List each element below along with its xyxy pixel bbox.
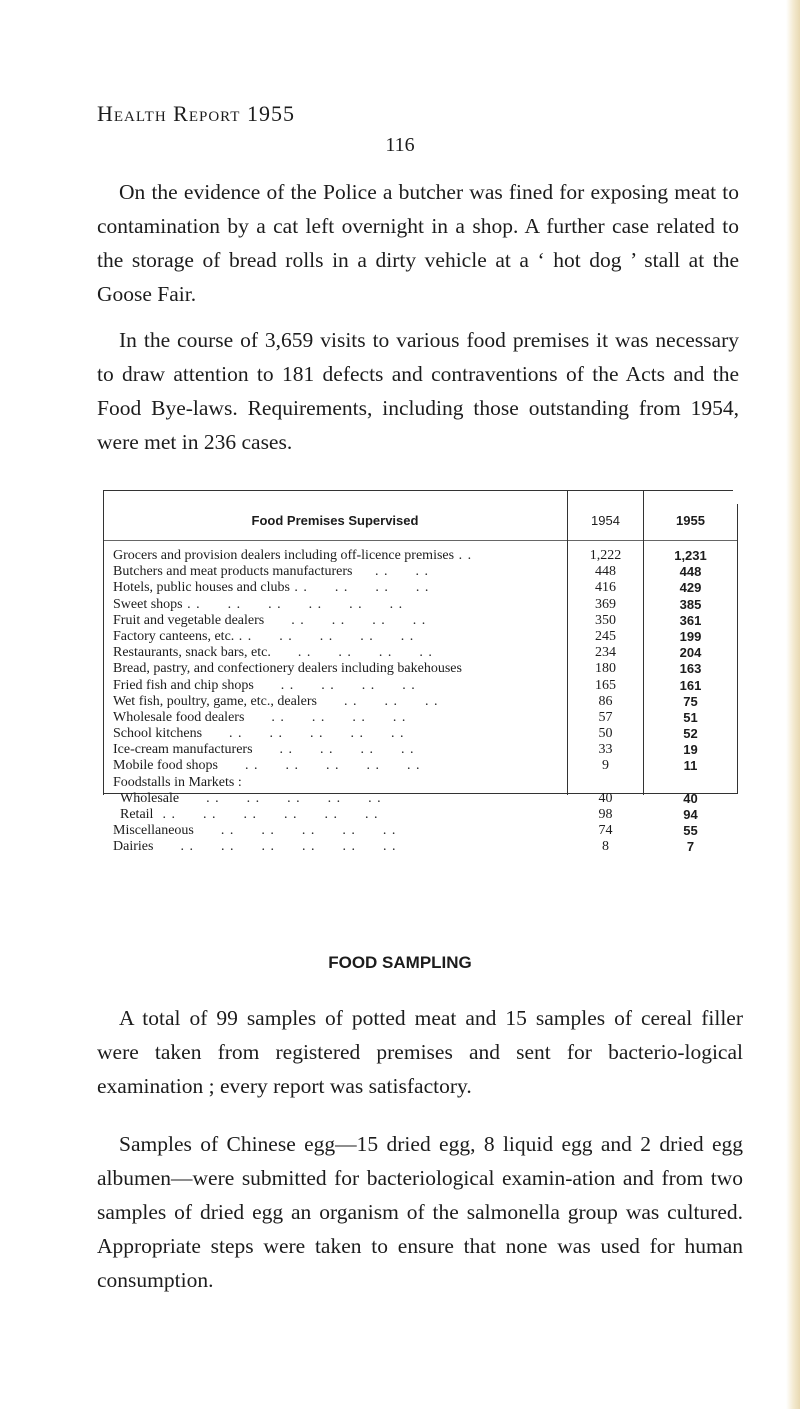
- row-label-text: Bread, pastry, and confectionery dealers including bakehouses: [113, 661, 462, 677]
- value-1955: 55: [683, 823, 698, 839]
- table-row: [103, 742, 738, 758]
- table-row: [103, 580, 738, 596]
- value-1955: 11: [683, 758, 698, 774]
- row-label-text: Fried fish and chip shops: [113, 677, 254, 693]
- row-label-text: Mobile food shops: [113, 758, 218, 774]
- table-row: [103, 661, 738, 677]
- table-row: [103, 629, 738, 645]
- value-1954: 180: [595, 661, 616, 677]
- leader-dots: . . . . . . . . . .: [193, 823, 397, 839]
- row-label: [113, 548, 565, 564]
- value-1955: 361: [679, 612, 702, 628]
- leader-dots: . . . . . . . . . .: [218, 758, 421, 774]
- row-label-text: Butchers and meat products manufacturers: [113, 564, 353, 580]
- row-label-text: Fruit and vegetable dealers: [113, 612, 265, 628]
- row-label: [113, 629, 565, 645]
- value-1955: 52: [683, 726, 698, 742]
- column-header-1954: 1954: [591, 513, 620, 528]
- table-row: [103, 564, 738, 580]
- leader-dots: . . . . . . . . . .: [234, 628, 415, 644]
- row-label-text: Sweet shops: [113, 596, 183, 612]
- value-1954: 1,222: [589, 548, 622, 563]
- row-label: [120, 807, 572, 823]
- row-label: [113, 564, 565, 580]
- paragraph-visits: In the course of 3,659 visits to various food premises it was necessary to draw attention to 181 defects and contraventions of the Acts and the Food Bye-laws. Requirements, including those outstanding from 1954, were met in 236 cases.: [97, 328, 739, 454]
- table-row: [103, 678, 738, 694]
- row-label-text: Foodstalls in Markets :: [113, 774, 242, 790]
- row-label: [113, 645, 565, 661]
- value-1954: 350: [595, 612, 616, 628]
- value-1955: 1,231: [674, 548, 707, 563]
- row-label-text: Factory canteens, etc.: [113, 628, 235, 644]
- table-row: [103, 758, 738, 774]
- column-header-premises: Food Premises Supervised: [251, 513, 419, 528]
- leader-dots: . . . . . . . .: [289, 580, 430, 596]
- row-label-text: Wholesale food dealers: [113, 709, 245, 725]
- row-label: [113, 710, 565, 726]
- row-label: [113, 839, 565, 855]
- value-1954: 74: [598, 823, 613, 839]
- row-label: [113, 597, 565, 613]
- value-1954: 245: [595, 628, 616, 644]
- value-1955: 199: [679, 628, 702, 644]
- row-label: [113, 775, 565, 791]
- food-premises-table: [103, 490, 738, 855]
- section-heading-food-sampling: FOOD SAMPLING: [328, 953, 472, 972]
- value-1954: 234: [595, 645, 616, 661]
- paragraph-potted-meat: A total of 99 samples of potted meat and 15 samples of cereal filler were taken from registered premises and sent for bacterio-logical examination ; every report was satisfactory.: [97, 1006, 743, 1098]
- running-head: Health Report 1955: [97, 101, 295, 126]
- leader-dots: . .: [454, 548, 473, 563]
- table-row: [103, 694, 738, 710]
- row-label: [113, 613, 565, 629]
- leader-dots: . . . . . . . . . .: [179, 790, 382, 806]
- row-label-text: Restaurants, snack bars, etc.: [113, 645, 271, 661]
- table-row: [103, 839, 738, 855]
- page-edge: [786, 0, 800, 1409]
- value-1955: 40: [683, 790, 698, 806]
- row-label-text: Miscellaneous: [113, 823, 194, 839]
- column-header-1955: 1955: [676, 513, 705, 528]
- leader-dots: . . . . . .: [317, 693, 439, 709]
- row-label: [113, 661, 565, 677]
- value-1954: 98: [598, 807, 613, 822]
- value-1955: 385: [679, 596, 702, 612]
- table-row: [103, 613, 738, 629]
- value-1954: 369: [595, 596, 616, 612]
- table-row: [103, 807, 738, 823]
- value-1954: 416: [595, 580, 616, 596]
- table-row: [103, 645, 738, 661]
- value-1954: 448: [595, 564, 616, 580]
- leader-dots: . . . .: [352, 564, 429, 580]
- value-1954: 33: [598, 742, 613, 758]
- value-1955: 204: [679, 645, 702, 661]
- leader-dots: . . . . . . . .: [253, 677, 416, 693]
- table-row: [103, 548, 738, 564]
- leader-dots: . . . . . . . . . . . .: [153, 807, 379, 822]
- value-1955: 429: [679, 580, 702, 596]
- value-1954: 40: [598, 790, 613, 806]
- row-label-text: Wholesale: [120, 790, 180, 806]
- value-1955: 75: [683, 693, 698, 709]
- table-row: [103, 726, 738, 742]
- table-row: [103, 597, 738, 613]
- row-label-text: School kitchens: [113, 726, 203, 742]
- page-number: 116: [385, 134, 415, 156]
- row-label: [113, 694, 565, 710]
- leader-dots: . . . . . . . . . . . .: [182, 596, 404, 612]
- row-label-text: Ice-cream manufacturers: [113, 742, 253, 758]
- row-label-text: Wet fish, poultry, game, etc., dealers: [113, 693, 318, 709]
- row-label-text: Grocers and provision dealers including off-licence premises: [113, 548, 455, 563]
- value-1954: 86: [598, 693, 613, 709]
- row-label: [113, 742, 565, 758]
- value-1954: 50: [598, 726, 613, 742]
- value-1955: 51: [683, 709, 698, 725]
- row-label: [113, 758, 565, 774]
- leader-dots: . . . . . . . .: [270, 645, 433, 661]
- table-row: [103, 823, 738, 839]
- paragraph-police-evidence: On the evidence of the Police a butcher was fined for exposing meat to contamination by a cat left overnight in a shop. A further case related to the storage of bread rolls in a dirty vehicle at a ‘ hot dog ’ stall at the Goose Fair.: [97, 180, 739, 306]
- leader-dots: . . . . . . . .: [264, 612, 427, 628]
- row-label-text: Dairies: [113, 839, 154, 855]
- table-row: [103, 775, 738, 791]
- table-row: [103, 791, 738, 807]
- value-1955: 163: [679, 661, 702, 677]
- value-1955: 94: [683, 807, 698, 822]
- value-1954: 8: [602, 839, 609, 855]
- row-label: [113, 580, 565, 596]
- value-1955: 161: [679, 677, 702, 693]
- leader-dots: . . . . . . . . . .: [202, 726, 405, 742]
- paragraph-chinese-egg: Samples of Chinese egg—15 dried egg, 8 liquid egg and 2 dried egg albumen—were submitted for bacteriological examin-ation and from two samples of dried egg an organism of the salmonella group was cultured. Appropriate steps were taken to ensure that none was used for human consumption.: [97, 1132, 743, 1292]
- value-1955: 7: [686, 839, 695, 855]
- leader-dots: . . . . . . . .: [252, 742, 415, 758]
- row-label: [113, 678, 565, 694]
- table-body: [103, 548, 738, 856]
- value-1954: 9: [602, 758, 609, 774]
- row-label-text: Retail: [120, 807, 154, 822]
- table-row: [103, 710, 738, 726]
- row-label: [113, 823, 565, 839]
- table-top-rule: [103, 490, 733, 491]
- leader-dots: . . . . . . . . . . . .: [153, 839, 397, 855]
- leader-dots: . . . . . . . .: [244, 709, 407, 725]
- row-label-text: Hotels, public houses and clubs: [113, 580, 290, 596]
- row-label: [113, 726, 565, 742]
- value-1955: 448: [679, 564, 702, 580]
- value-1954: 57: [598, 709, 613, 725]
- row-label: [120, 791, 572, 807]
- value-1955: 19: [683, 742, 698, 758]
- value-1954: 165: [595, 677, 616, 693]
